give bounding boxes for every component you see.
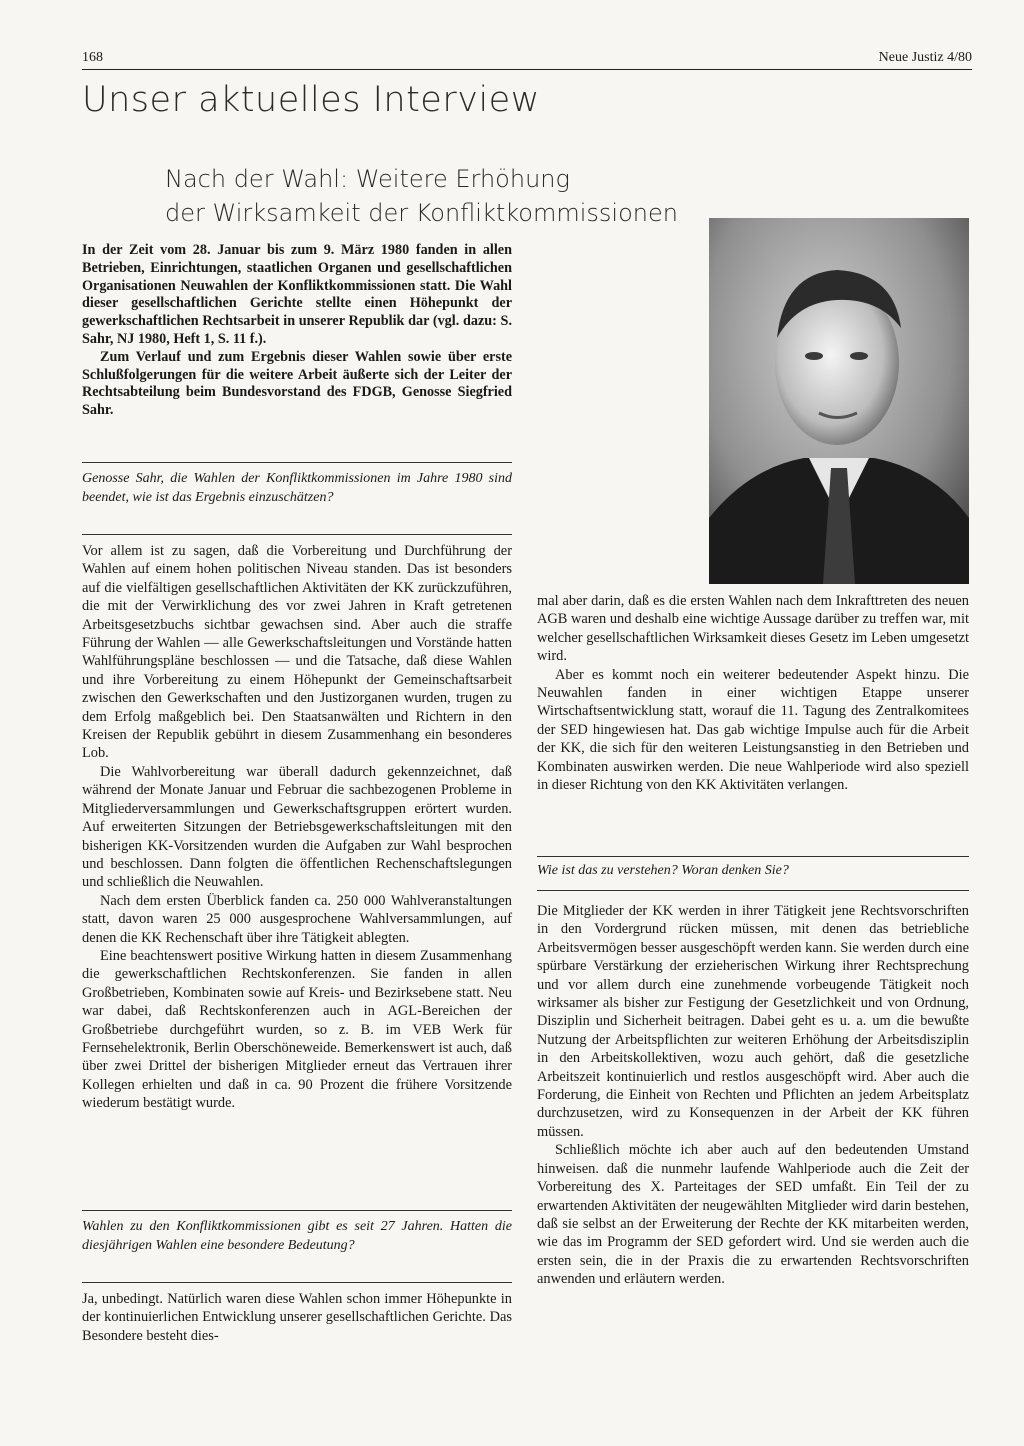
header-rule [82, 69, 972, 70]
answer-3-p2: Schließlich möchte ich aber auch auf den bedeutenden Umstand hinweisen. daß die nunmehr laufende Wahlperiode auch die Zeit der Vorbereitung des X. Parteitages der SED umfaßt. Ein Teil der zu erwartenden Aktivitäten der neugewählten Mitglieder wird darin bestehen, daß sie selbst an der Erweiterung der Rechte der KK mitarbeiten werden, wie das im Programm der SED gefordert wird. Und sie werden auch die ersten sein, die in der Praxis die zu erwartenden Rechtsvorschriften anwenden und erläutern werden. [537, 1142, 969, 1288]
headline [165, 162, 678, 230]
answer-2-right [537, 592, 969, 794]
question-3-rule-top [537, 856, 969, 857]
question-2-rule-bottom [82, 1282, 512, 1283]
lead-p2: Zum Verlauf und zum Ergebnis dieser Wahlen sowie über erste Schlußfolgerungen für die weitere Arbeit äußerte sich der Leiter der Rechtsabteilung beim Bundesvorstand des FDGB, Genosse Siegfried Sahr. [82, 348, 512, 419]
page-number: 168 [82, 50, 103, 65]
section-title: Unser aktuelles Interview [82, 80, 540, 120]
answer-1-p2: Die Wahlvorbereitung war überall dadurch gekennzeichnet, daß während der Monate Januar und Februar die sachbezogenen Probleme in Mitgliederversammlungen und Gewerkschaftsgruppen erörtert wurden. Auf erweiterten Sitzungen der Betriebsgewerkschaftsleitungen mit den bisherigen KK-Vorsitzenden wurden die Aufgaben zur Wahl besprochen und beschlossen. Dann folgten die öffentlichen Rechenschaftslegungen und schließlich die Neuwahlen. [82, 763, 512, 891]
answer-1-p4: Eine beachtenswert positive Wirkung hatten in diesem Zusammenhang die gewerkschaftlichen Rechtskonferenzen. Sie fanden in allen Großbetrieben, Kombinaten sowie auf Kreis- und Bezirksebene statt. Neu war dabei, daß Rechtskonferenzen auch in AGL-Bereichen der Großbetriebe durchgeführt wurden, so z. B. im VEB Werk für Fernsehelektronik, Berlin Oberschöneweide. Bemerkenswert ist auch, daß über zwei Drittel der bisherigen Mitglieder erneut das Vertrauen ihrer Kollegen erhielten und daß in ca. 90 Prozent die frühere Vorsitzende wiederum bestätigt wurde. [82, 947, 512, 1112]
question-3: Wie ist das zu verstehen? Woran denken Sie? [537, 863, 789, 878]
headline-line-1: Nach der Wahl: Weitere Erhöhung [165, 165, 570, 193]
lead-paragraph [82, 242, 512, 420]
answer-1-p1: Vor allem ist zu sagen, daß die Vorbereitung und Durchführung der Wahlen auf einem hohen politischen Niveau standen. Das ist besonders auf die vielfältigen gesellschaftlichen Aktivitäten der KK zurückzuführen, die mit der Verwirklichung des vor zwei Jahren in Kraft getretenen Arbeitsgesetzbuchs sichtbar gewachsen sind. Aber auch die straffe Führung der Wahlen — alle Gewerkschaftsleitungen und Vorstände hatten Wahlführungspläne beschlossen — und die Tatsache, daß diese Wahlen und ihre Vorbereitung zu einem Höhepunkt der Gemeinschaftsarbeit zwischen den Gewerkschaften und den Justizorganen wurden, trugen zu dem Erfolg maßgeblich bei. Den Staatsanwälten und Richtern in den Kreisen der Republik gebührt in diesem Zusammenhang ein besonderes Lob. [82, 543, 512, 762]
answer-2-p2: Aber es kommt noch ein weiterer bedeutender Aspekt hinzu. Die Neuwahlen fanden in einer wichtigen Etappe unserer Wirtschaftsentwicklung statt, worauf die 11. Tagung des Zentralkomitees der SED hingewiesen hat. Das gab wichtige Impulse auch für die Arbeit der KK, die sich für den weiteren Leistungsanstieg in den Betrieben und Kombinaten auswirken werden. Die neue Wahlperiode wird also speziell in dieser Richtung von den KK Aktivitäten verlangen. [537, 666, 969, 794]
answer-2-left [82, 1290, 512, 1345]
question-1-rule-bottom [82, 534, 512, 535]
question-1-rule-top [82, 462, 512, 463]
answer-1-p3: Nach dem ersten Überblick fanden ca. 250 000 Wahlveranstaltungen statt, davon waren 25 000 ausgesprochene Wahlversammlungen, auf denen die KK Rechenschaft über ihre Tätigkeit ablegten. [82, 892, 512, 946]
lead-p1: In der Zeit vom 28. Januar bis zum 9. März 1980 fanden in allen Betrieben, Einrichtungen, staatlichen Organen und gesellschaftlichen Organisationen Neuwahlen der Konfliktkommissionen statt. Die Wahl dieser gesellschaftlichen Gerichte stellte einen Höhepunkt der gewerkschaftlichen Rechtsarbeit in unserer Republik dar (vgl. dazu: S. Sahr, NJ 1980, Heft 1, S. 11 f.). [82, 242, 512, 347]
portrait-photo [709, 218, 969, 584]
answer-1 [82, 542, 512, 1113]
portrait-illustration [709, 218, 969, 584]
journal-issue: Neue Justiz 4/80 [878, 50, 972, 65]
question-2-rule-top [82, 1210, 512, 1211]
headline-line-2: der Wirksamkeit der Konfliktkommissionen [165, 199, 678, 227]
answer-2-p1-end: mal aber darin, daß es die ersten Wahlen nach dem Inkrafttreten des neuen AGB waren und deshalb eine wichtige Aussage darüber zu treffen war, mit welcher gesellschaftlichen Wirksamkeit dieses Gesetz im Leben umgesetzt wird. [537, 593, 969, 665]
question-1: Genosse Sahr, die Wahlen der Konfliktkommissionen im Jahre 1980 sind beendet, wie ist das Ergebnis einzuschätzen? [82, 471, 512, 505]
answer-3 [537, 902, 969, 1289]
answer-3-p1: Die Mitglieder der KK werden in ihrer Tätigkeit jene Rechtsvorschriften in den Vordergrund rücken müssen, mit denen das betriebliche Arbeitsvermögen besser ausgeschöpft werden kann. Sie werden durch eine spürbare Verstärkung der erzieherischen Wirkung ihrer Rechtsprechung und vor allem durch eine zunehmende vorbeugende Tätigkeit noch wirksamer als bisher zur Festigung der Gesetzlichkeit und von Ordnung, Disziplin und Sicherheit beitragen. Dabei geht es u. a. um die bewußte Nutzung der Arbeitspflichten zur weiteren Erhöhung der Arbeitsdisziplin in den Arbeitskollektiven, wozu auch gehört, daß die gesetzliche Arbeitszeit kontinuierlich und restlos ausgeschöpft wird. Aber auch die Forderung, die Einheit von Rechten und Pflichten an jedem Arbeitsplatz durchzusetzen, wird zu Konsequenzen in der Arbeit der KK führen müssen. [537, 903, 969, 1140]
question-2: Wahlen zu den Konfliktkommissionen gibt es seit 27 Jahren. Hatten die diesjährigen Wahlen eine besondere Bedeutung? [82, 1219, 512, 1253]
answer-2-p1-start: Ja, unbedingt. Natürlich waren diese Wahlen schon immer Höhepunkte in der kontinuierlichen Entwicklung unserer gesellschaftlichen Gerichte. Das Besondere besteht dies- [82, 1291, 512, 1344]
question-3-rule-bottom [537, 890, 969, 891]
